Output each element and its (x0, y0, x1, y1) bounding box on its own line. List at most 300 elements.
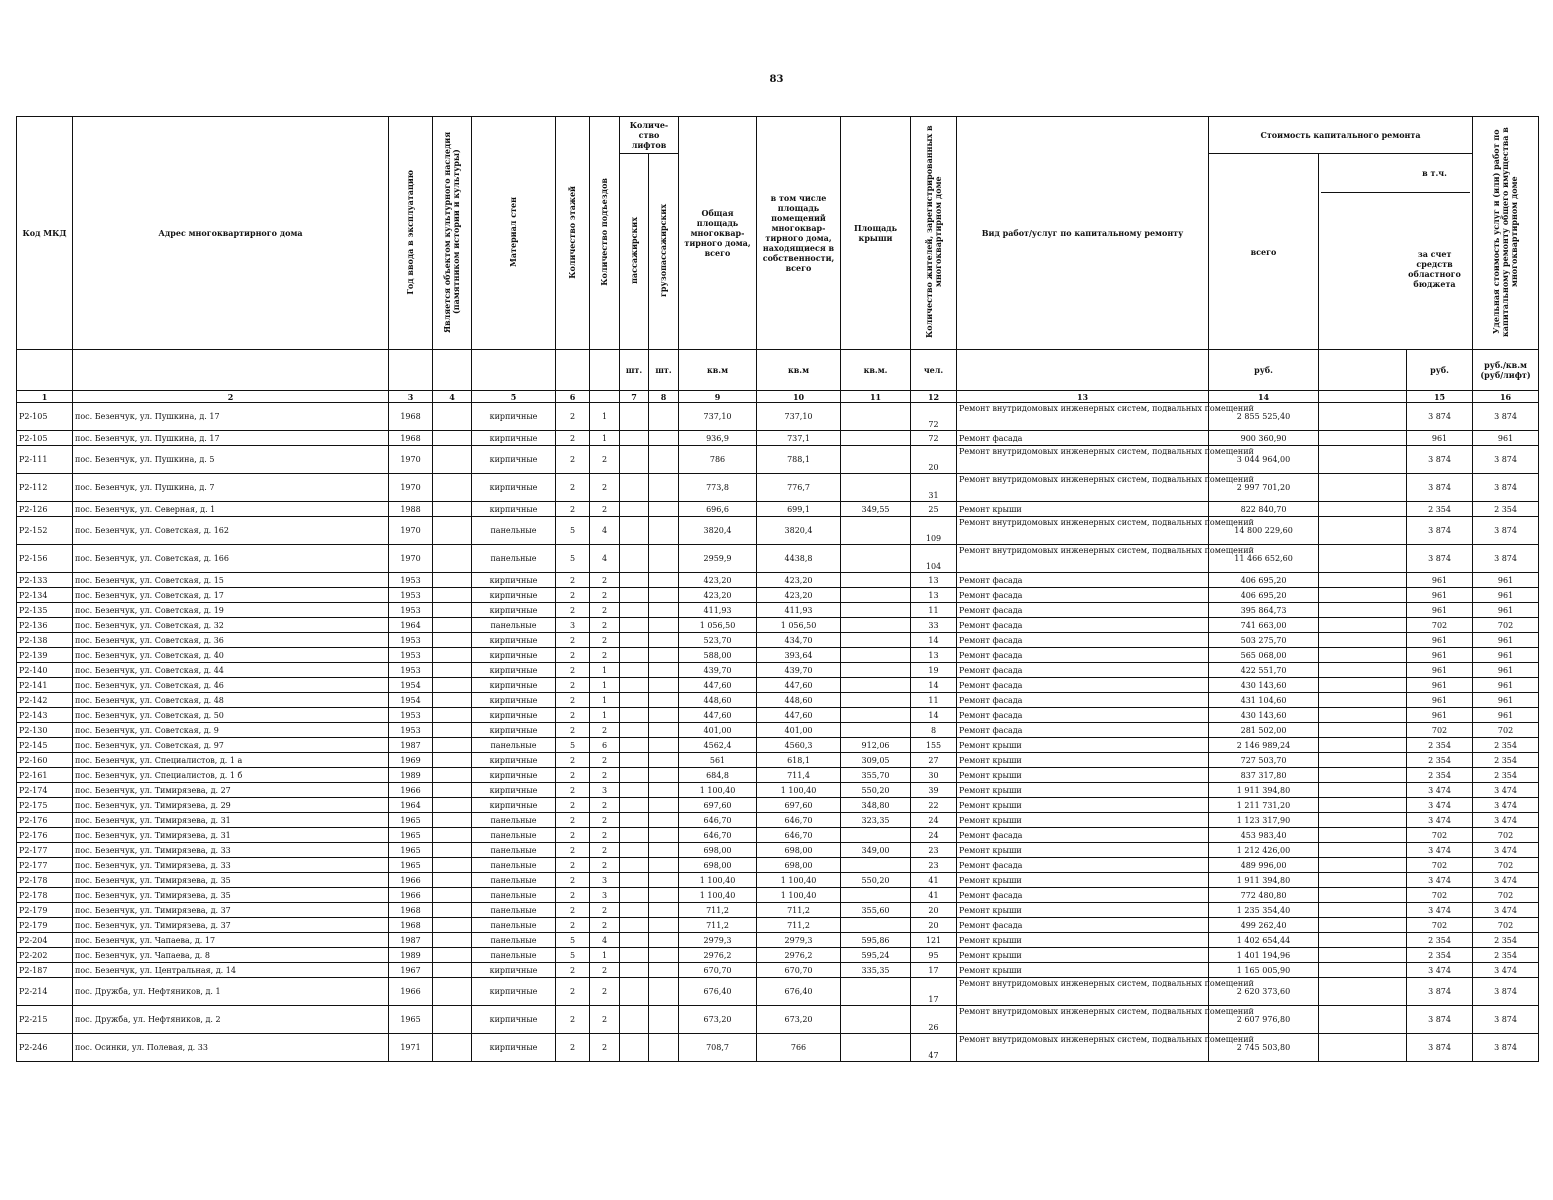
cell-cost-total: 406 695,20 (1209, 588, 1319, 603)
cell-lifts-freight (649, 663, 679, 678)
cell-lifts-passenger (620, 978, 649, 1006)
cell-unit-cost: 702 (1407, 918, 1473, 933)
cell-address: пос. Осинки, ул. Полевая, д. 33 (73, 1034, 389, 1062)
cell-roof-area (841, 403, 911, 431)
cell-address: пос. Безенчук, ул. Советская, д. 162 (73, 517, 389, 545)
cell-work-type: Ремонт фасада (957, 618, 1209, 633)
cell-floors: 5 (556, 545, 590, 573)
unit-roof-area: кв.м. (841, 350, 911, 391)
table-row (17, 768, 1539, 783)
cell-unit-cost: 961 (1407, 431, 1473, 446)
cell-unit-cost: 961 (1407, 573, 1473, 588)
header-year: Год ввода в эксплуатацию (389, 117, 433, 350)
cell-owned-area: 776,7 (757, 474, 841, 502)
cell-work-type: Ремонт фасада (957, 678, 1209, 693)
cell-heritage (433, 948, 472, 963)
cell-roof-area (841, 588, 911, 603)
cell-heritage (433, 768, 472, 783)
cell-total-area: 401,00 (679, 723, 757, 738)
cell-heritage (433, 502, 472, 517)
cell-floors: 5 (556, 933, 590, 948)
cell-lifts-freight (649, 633, 679, 648)
cell-residents: 24 (911, 813, 957, 828)
cell-max-cost: 961 (1473, 663, 1539, 678)
cell-material: кирпичные (472, 1006, 556, 1034)
cell-max-cost: 961 (1473, 678, 1539, 693)
cell-heritage (433, 1006, 472, 1034)
cell-year: 1953 (389, 648, 433, 663)
cell-entrances: 2 (590, 903, 620, 918)
cell-cost-regional (1319, 753, 1407, 768)
cell-material: панельные (472, 918, 556, 933)
cell-heritage (433, 517, 472, 545)
cell-work-type: Ремонт фасада (957, 828, 1209, 843)
cell-cost-total: 2 855 525,40 (1209, 403, 1319, 431)
cell-heritage (433, 633, 472, 648)
cell-year: 1954 (389, 678, 433, 693)
cell-lifts-freight (649, 753, 679, 768)
cell-address: пос. Безенчук, ул. Тимирязева, д. 31 (73, 813, 389, 828)
cell-max-cost: 3 474 (1473, 813, 1539, 828)
cell-material: панельные (472, 933, 556, 948)
cell-entrances: 3 (590, 888, 620, 903)
cell-lifts-passenger (620, 663, 649, 678)
cell-owned-area: 698,00 (757, 858, 841, 873)
cell-floors: 2 (556, 603, 590, 618)
cell-owned-area: 711,2 (757, 918, 841, 933)
cell-cost-regional (1319, 933, 1407, 948)
cell-max-cost: 3 874 (1473, 1034, 1539, 1062)
column-number: 5 (472, 391, 556, 403)
cell-cost-total: 281 502,00 (1209, 723, 1319, 738)
cell-address: пос. Безенчук, ул. Пушкина, д. 17 (73, 431, 389, 446)
table-row (17, 753, 1539, 768)
table-row (17, 708, 1539, 723)
cell-code: Р2-143 (17, 708, 73, 723)
cell-owned-area: 697,60 (757, 798, 841, 813)
cell-code: Р2-138 (17, 633, 73, 648)
cell-cost-total: 837 317,80 (1209, 768, 1319, 783)
cell-cost-total: 2 745 503,80 (1209, 1034, 1319, 1062)
cell-cost-regional (1319, 738, 1407, 753)
cell-address: пос. Безенчук, ул. Советская, д. 97 (73, 738, 389, 753)
cell-code: Р2-161 (17, 768, 73, 783)
cell-heritage (433, 588, 472, 603)
cell-total-area: 2979,3 (679, 933, 757, 948)
cell-code: Р2-133 (17, 573, 73, 588)
cell-work-type: Ремонт фасада (957, 573, 1209, 588)
header-work-type: Вид работ/услуг по капитальному ремонту (957, 117, 1209, 350)
cell-unit-cost: 961 (1407, 693, 1473, 708)
cell-entrances: 2 (590, 446, 620, 474)
table-row (17, 813, 1539, 828)
cell-address: пос. Безенчук, ул. Советская, д. 40 (73, 648, 389, 663)
cell-roof-area: 355,60 (841, 903, 911, 918)
cell-lifts-freight (649, 948, 679, 963)
cell-cost-total: 1 165 005,90 (1209, 963, 1319, 978)
cell-lifts-freight (649, 798, 679, 813)
cell-floors: 2 (556, 431, 590, 446)
cell-floors: 2 (556, 588, 590, 603)
cell-total-area: 696,6 (679, 502, 757, 517)
column-number: 15 (1407, 391, 1473, 403)
cell-lifts-freight (649, 474, 679, 502)
cell-unit-cost: 2 354 (1407, 502, 1473, 517)
cell-total-area: 646,70 (679, 828, 757, 843)
cell-heritage (433, 843, 472, 858)
cell-address: пос. Безенчук, ул. Советская, д. 46 (73, 678, 389, 693)
cell-floors: 2 (556, 843, 590, 858)
cell-heritage (433, 545, 472, 573)
cell-max-cost: 702 (1473, 723, 1539, 738)
cell-total-area: 561 (679, 753, 757, 768)
cell-roof-area (841, 828, 911, 843)
cell-roof-area: 595,86 (841, 933, 911, 948)
cell-unit-cost: 961 (1407, 603, 1473, 618)
cell-code: Р2-176 (17, 828, 73, 843)
cell-entrances: 1 (590, 693, 620, 708)
cell-residents: 41 (911, 888, 957, 903)
cell-material: панельные (472, 545, 556, 573)
cell-floors: 2 (556, 798, 590, 813)
cell-roof-area (841, 474, 911, 502)
cell-address: пос. Безенчук, ул. Тимирязева, д. 35 (73, 888, 389, 903)
cell-total-area: 4562,4 (679, 738, 757, 753)
cell-lifts-freight (649, 963, 679, 978)
table-row (17, 693, 1539, 708)
cell-max-cost: 961 (1473, 708, 1539, 723)
cell-floors: 2 (556, 403, 590, 431)
cell-cost-total: 2 146 989,24 (1209, 738, 1319, 753)
table-row (17, 648, 1539, 663)
table-row (17, 948, 1539, 963)
cell-unit-cost: 3 474 (1407, 798, 1473, 813)
cell-max-cost: 2 354 (1473, 948, 1539, 963)
cell-roof-area: 335,35 (841, 963, 911, 978)
cell-roof-area (841, 723, 911, 738)
cell-floors: 2 (556, 828, 590, 843)
cell-code: Р2-139 (17, 648, 73, 663)
cell-heritage (433, 798, 472, 813)
cell-material: кирпичные (472, 753, 556, 768)
cell-entrances: 2 (590, 723, 620, 738)
cell-work-type: Ремонт внутридомовых инженерных систем, подвальных помещений (957, 446, 1209, 474)
cell-entrances: 2 (590, 843, 620, 858)
cell-cost-regional (1319, 888, 1407, 903)
cell-lifts-passenger (620, 545, 649, 573)
cell-year: 1987 (389, 933, 433, 948)
table-row (17, 431, 1539, 446)
cell-code: Р2-215 (17, 1006, 73, 1034)
cell-year: 1970 (389, 446, 433, 474)
cell-max-cost: 702 (1473, 828, 1539, 843)
cell-work-type: Ремонт крыши (957, 963, 1209, 978)
cell-total-area: 773,8 (679, 474, 757, 502)
cell-owned-area: 1 100,40 (757, 873, 841, 888)
cell-code: Р2-178 (17, 888, 73, 903)
cell-material: панельные (472, 618, 556, 633)
cell-floors: 2 (556, 903, 590, 918)
cell-total-area: 711,2 (679, 903, 757, 918)
table-row (17, 933, 1539, 948)
cell-cost-total: 499 262,40 (1209, 918, 1319, 933)
cell-total-area: 423,20 (679, 573, 757, 588)
cell-floors: 2 (556, 768, 590, 783)
cell-work-type: Ремонт крыши (957, 813, 1209, 828)
cell-cost-total: 1 911 394,80 (1209, 873, 1319, 888)
cell-total-area: 448,60 (679, 693, 757, 708)
cell-cost-regional (1319, 633, 1407, 648)
cell-work-type: Ремонт фасада (957, 858, 1209, 873)
header-cost-incl: в т.ч. за счет средств областного бюджета (1319, 154, 1473, 350)
cell-owned-area: 618,1 (757, 753, 841, 768)
cell-cost-total: 900 360,90 (1209, 431, 1319, 446)
cell-year: 1989 (389, 768, 433, 783)
cell-lifts-passenger (620, 678, 649, 693)
cell-cost-regional (1319, 648, 1407, 663)
cell-material: кирпичные (472, 603, 556, 618)
cell-lifts-freight (649, 783, 679, 798)
cell-owned-area: 698,00 (757, 843, 841, 858)
cell-floors: 2 (556, 918, 590, 933)
cell-lifts-passenger (620, 648, 649, 663)
cell-owned-area: 699,1 (757, 502, 841, 517)
cell-cost-regional (1319, 693, 1407, 708)
cell-heritage (433, 618, 472, 633)
cell-lifts-freight (649, 603, 679, 618)
cell-max-cost: 961 (1473, 693, 1539, 708)
column-number: 13 (957, 391, 1209, 403)
cell-code: Р2-246 (17, 1034, 73, 1062)
cell-year: 1953 (389, 633, 433, 648)
cell-cost-regional (1319, 678, 1407, 693)
cell-heritage (433, 693, 472, 708)
cell-cost-total: 11 466 652,60 (1209, 545, 1319, 573)
cell-material: кирпичные (472, 768, 556, 783)
cell-lifts-passenger (620, 813, 649, 828)
cell-code: Р2-178 (17, 873, 73, 888)
cell-entrances: 2 (590, 798, 620, 813)
cell-floors: 2 (556, 723, 590, 738)
cell-cost-total: 430 143,60 (1209, 678, 1319, 693)
cell-owned-area: 447,60 (757, 708, 841, 723)
cell-year: 1968 (389, 431, 433, 446)
cell-address: пос. Безенчук, ул. Советская, д. 9 (73, 723, 389, 738)
cell-year: 1967 (389, 963, 433, 978)
cell-year: 1968 (389, 903, 433, 918)
cell-entrances: 2 (590, 753, 620, 768)
cell-work-type: Ремонт внутридомовых инженерных систем, подвальных помещений (957, 517, 1209, 545)
cell-lifts-passenger (620, 753, 649, 768)
cell-heritage (433, 783, 472, 798)
cell-lifts-freight (649, 403, 679, 431)
cell-floors: 2 (556, 873, 590, 888)
cell-year: 1953 (389, 588, 433, 603)
cell-total-area: 786 (679, 446, 757, 474)
cell-code: Р2-214 (17, 978, 73, 1006)
cell-unit-cost: 3 874 (1407, 545, 1473, 573)
cell-lifts-passenger (620, 633, 649, 648)
cell-lifts-passenger (620, 693, 649, 708)
table-row (17, 978, 1539, 1006)
cell-owned-area: 1 100,40 (757, 888, 841, 903)
cell-roof-area (841, 1034, 911, 1062)
cell-cost-regional (1319, 828, 1407, 843)
cell-address: пос. Безенчук, ул. Пушкина, д. 7 (73, 474, 389, 502)
cell-code: Р2-179 (17, 903, 73, 918)
cell-year: 1988 (389, 502, 433, 517)
cell-material: кирпичные (472, 798, 556, 813)
cell-entrances: 2 (590, 633, 620, 648)
cell-total-area: 1 056,50 (679, 618, 757, 633)
cell-cost-regional (1319, 723, 1407, 738)
column-number: 8 (649, 391, 679, 403)
cell-residents: 72 (911, 403, 957, 431)
cell-code: Р2-176 (17, 813, 73, 828)
header-wall-material: Материал стен (472, 117, 556, 350)
cell-roof-area (841, 603, 911, 618)
cell-heritage (433, 678, 472, 693)
cell-total-area: 2959,9 (679, 545, 757, 573)
cell-material: панельные (472, 903, 556, 918)
cell-roof-area (841, 633, 911, 648)
cell-unit-cost: 3 874 (1407, 403, 1473, 431)
table-row (17, 738, 1539, 753)
table-row (17, 588, 1539, 603)
cell-year: 1989 (389, 948, 433, 963)
cell-lifts-passenger (620, 918, 649, 933)
cell-code: Р2-204 (17, 933, 73, 948)
cell-total-area: 646,70 (679, 813, 757, 828)
cell-heritage (433, 858, 472, 873)
cell-max-cost: 702 (1473, 618, 1539, 633)
cell-entrances: 1 (590, 663, 620, 678)
cell-roof-area: 323,35 (841, 813, 911, 828)
cell-material: кирпичные (472, 648, 556, 663)
cell-max-cost: 961 (1473, 431, 1539, 446)
cell-work-type: Ремонт фасада (957, 633, 1209, 648)
cell-entrances: 2 (590, 918, 620, 933)
table-row (17, 798, 1539, 813)
cell-code: Р2-202 (17, 948, 73, 963)
cell-floors: 2 (556, 446, 590, 474)
cell-code: Р2-126 (17, 502, 73, 517)
cell-unit-cost: 3 874 (1407, 446, 1473, 474)
cell-residents: 109 (911, 517, 957, 545)
cell-owned-area: 448,60 (757, 693, 841, 708)
cell-year: 1965 (389, 828, 433, 843)
cell-entrances: 3 (590, 873, 620, 888)
cell-roof-area: 349,55 (841, 502, 911, 517)
column-number: 3 (389, 391, 433, 403)
cell-cost-total: 1 211 731,20 (1209, 798, 1319, 813)
cell-cost-regional (1319, 403, 1407, 431)
cell-lifts-passenger (620, 603, 649, 618)
cell-cost-total: 1 911 394,80 (1209, 783, 1319, 798)
cell-material: кирпичные (472, 678, 556, 693)
cell-owned-area: 646,70 (757, 813, 841, 828)
cell-address: пос. Безенчук, ул. Тимирязева, д. 35 (73, 873, 389, 888)
cell-owned-area: 711,2 (757, 903, 841, 918)
cell-heritage (433, 663, 472, 678)
cell-floors: 5 (556, 517, 590, 545)
cell-lifts-freight (649, 858, 679, 873)
cell-lifts-freight (649, 768, 679, 783)
cell-owned-area: 447,60 (757, 678, 841, 693)
cell-address: пос. Безенчук, ул. Тимирязева, д. 37 (73, 903, 389, 918)
cell-cost-regional (1319, 663, 1407, 678)
cell-code: Р2-140 (17, 663, 73, 678)
cell-owned-area: 4438,8 (757, 545, 841, 573)
cell-owned-area: 393,64 (757, 648, 841, 663)
column-numbers-row (17, 391, 1539, 403)
cell-lifts-passenger (620, 843, 649, 858)
cell-year: 1953 (389, 708, 433, 723)
table-row (17, 903, 1539, 918)
cell-lifts-freight (649, 828, 679, 843)
cell-cost-total: 395 864,73 (1209, 603, 1319, 618)
cell-heritage (433, 963, 472, 978)
cell-floors: 2 (556, 693, 590, 708)
cell-cost-total: 431 104,60 (1209, 693, 1319, 708)
cell-lifts-freight (649, 517, 679, 545)
table-row (17, 918, 1539, 933)
cell-work-type: Ремонт крыши (957, 738, 1209, 753)
cell-cost-total: 741 663,00 (1209, 618, 1319, 633)
unit-lifts-passenger: шт. (620, 350, 649, 391)
cell-cost-regional (1319, 708, 1407, 723)
header-cost: Стоимость капитального ремонта (1209, 117, 1473, 154)
cell-entrances: 2 (590, 648, 620, 663)
cell-lifts-freight (649, 888, 679, 903)
cell-residents: 14 (911, 678, 957, 693)
cell-unit-cost: 702 (1407, 888, 1473, 903)
cell-owned-area: 711,4 (757, 768, 841, 783)
cell-cost-regional (1319, 843, 1407, 858)
cell-lifts-freight (649, 502, 679, 517)
cell-lifts-freight (649, 446, 679, 474)
cell-floors: 2 (556, 573, 590, 588)
cell-max-cost: 961 (1473, 588, 1539, 603)
column-number: 2 (73, 391, 389, 403)
cell-work-type: Ремонт крыши (957, 798, 1209, 813)
cell-roof-area: 912,06 (841, 738, 911, 753)
cell-lifts-freight (649, 978, 679, 1006)
cell-floors: 2 (556, 1006, 590, 1034)
cell-address: пос. Безенчук, ул. Специалистов, д. 1 а (73, 753, 389, 768)
cell-lifts-passenger (620, 903, 649, 918)
cell-cost-total: 430 143,60 (1209, 708, 1319, 723)
cell-entrances: 2 (590, 474, 620, 502)
cell-unit-cost: 702 (1407, 618, 1473, 633)
header-residents: Количество жителей, зарегистрированных в многоквартирном доме (911, 117, 957, 350)
cell-residents: 20 (911, 903, 957, 918)
cell-residents: 13 (911, 573, 957, 588)
cell-address: пос. Безенчук, ул. Советская, д. 32 (73, 618, 389, 633)
cell-entrances: 4 (590, 933, 620, 948)
cell-heritage (433, 446, 472, 474)
cell-roof-area (841, 446, 911, 474)
cell-work-type: Ремонт крыши (957, 753, 1209, 768)
header-unit-cost: Удельная стоимость услуг и (или) работ по капитальному ремонту общего имущества в многоквартирном доме (1473, 117, 1539, 350)
cell-residents: 72 (911, 431, 957, 446)
cell-lifts-passenger (620, 573, 649, 588)
cell-year: 1965 (389, 813, 433, 828)
cell-total-area: 588,00 (679, 648, 757, 663)
cell-floors: 2 (556, 978, 590, 1006)
cell-lifts-freight (649, 588, 679, 603)
cell-material: панельные (472, 873, 556, 888)
